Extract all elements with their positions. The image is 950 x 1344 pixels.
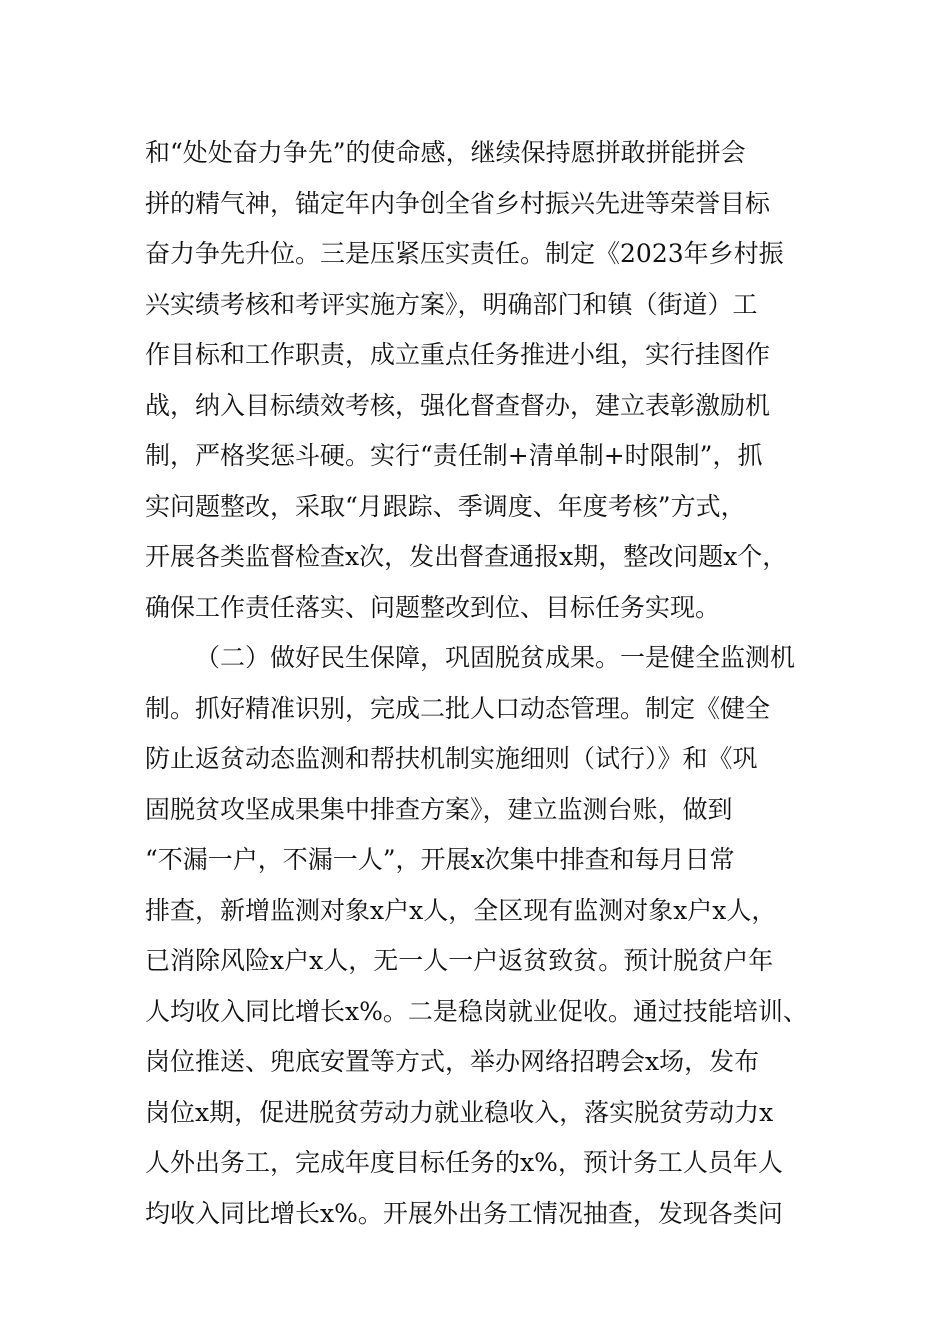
text-line: 确保工作责任落实、问题整改到位、目标任务实现。: [145, 592, 721, 622]
text-line: 防止返贫动态监测和帮扶机制实施细则（试行）》和《巩: [145, 744, 758, 773]
text-line: 作目标和工作职责，成立重点任务推进小组，实行挂图作: [145, 340, 771, 369]
text-line: 战，纳入目标绩效考核，强化督查督办，建立表彰激励机: [145, 390, 771, 420]
text-line: 实问题整改，采取“月跟踪、季调度、年度考核”方式，: [145, 491, 746, 521]
text-line: “不漏一户，不漏一人”，开展x次集中排查和每月日常: [145, 845, 735, 874]
text-line: 开展各类监督检查x次，发出督查通报x期，整改问题x个，: [145, 542, 788, 571]
text-line: 岗位x期，促进脱贫劳动力就业稳收入，落实脱贫劳动力x: [145, 1097, 774, 1127]
text-line: 奋力争先升位。三是压紧压实责任。制定《2023年乡村振: [145, 239, 784, 268]
document-body: [145, 128, 815, 1239]
text-line: 排查，新增监测对象x户x人，全区现有监测对象x户x人，: [145, 895, 777, 925]
text-line: 和“处处奋力争先”的使命感，继续保持愿拼敢拼能拼会: [145, 138, 746, 167]
text-line: 拼的精气神，锚定年内争创全省乡村振兴先进等荣誉目标: [145, 188, 771, 218]
text-line: 制，严格奖惩斗硬。实行“责任制+清单制+时限制”，抓: [145, 441, 763, 470]
text-line: 岗位推送、兜底安置等方式，举办网络招聘会x场，发布: [145, 1047, 760, 1076]
text-line: 固脱贫攻坚成果集中排查方案》，建立监测台账，做到: [145, 794, 733, 824]
text-line: 兴实绩考核和考评实施方案》，明确部门和镇（街道）工: [145, 289, 758, 319]
text-line: 制。抓好精准识别，完成二批人口动态管理。制定《健全: [145, 693, 771, 723]
text-line: 均收入同比增长x%。开展外出务工情况抽查，发现各类问: [145, 1198, 783, 1228]
text-line: 人均收入同比增长x%。二是稳岗就业促收。通过技能培训、: [145, 996, 808, 1026]
section-heading-line: （二）做好民生保障，巩固脱贫成果。一是健全监测机: [195, 643, 796, 672]
text-line: 已消除风险x户x人，无一人一户返贫致贫。预计脱贫户年: [145, 946, 774, 975]
text-line: 人外出务工，完成年度目标任务的x%，预计务工人员年人: [145, 1148, 783, 1177]
